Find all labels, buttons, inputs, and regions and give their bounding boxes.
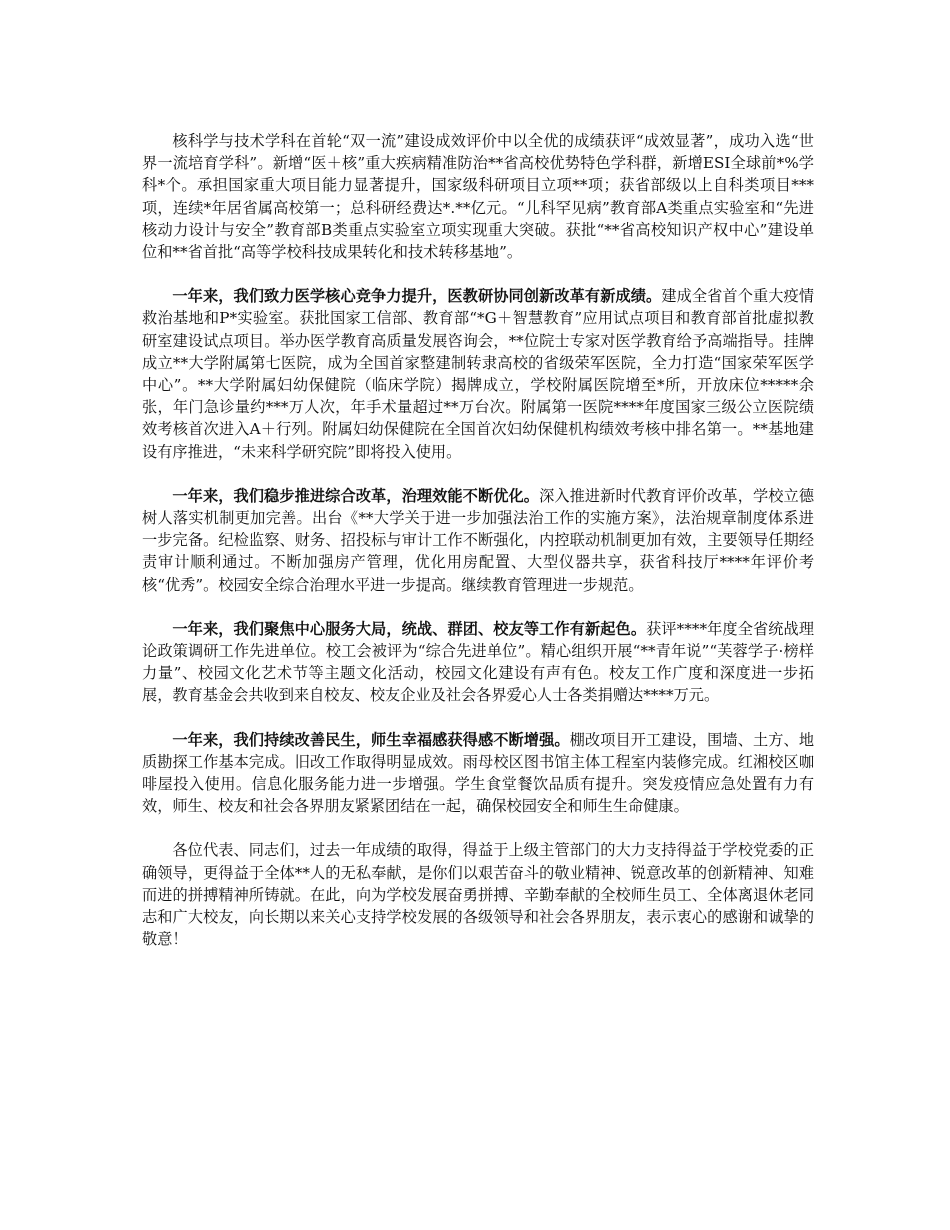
- paragraph-discipline-research: [142, 130, 814, 263]
- paragraph-body: 深入推进新时代教育评价改革，学校立德树人落实机制更加完善。出台《**大学关于进一步加强法治工作的实施方案》，法治规章制度体系进一步完备。纪检监察、财务、招投标与审计工作不断强化，内控联动机制更加有效，主要领导任期经责审计顺利通过。不断加强房产管理，优化用房配置、大型仪器共享，获省科技厅****年评价考核“优秀”。校园安全综合治理水平进一步提高。继续教育管理进一步规范。: [142, 486, 815, 594]
- paragraph-body: 建成全省首个重大疫情救治基地和P*实验室。获批国家工信部、教育部“*G＋智慧教育”应用试点项目和教育部首批虚拟教研室建设试点项目。举办医学教育高质量发展咨询会，**位院士专家对医学教育给予高端指导。挂牌成立**大学附属第七医院，成为全国首家整建制转隶高校的省级荣军医院，全力打造“国家荣军医学中心”。**大学附属妇幼保健院（临床学院）揭牌成立，学校附属医院增至*所，开放床位*****余张，年门急诊量约***万人次，年手术量超过**万台次。附属第一医院****年度国家三级公立医院绩效考核首次进入A＋行列。附属妇幼保健院在全国首次妇幼保健机构绩效考核中排名第一。**基地建设有序推进，“未来科学研究院”即将投入使用。: [142, 287, 815, 461]
- paragraph-body: 获评****年度全省统战理论政策调研工作先进单位。校工会被评为“综合先进单位”。精心组织开展“**青年说”“芙蓉学子·榜样力量”、校园文化艺术节等主题文化活动，校园文化建设有声有色。校友工作广度和深度进一步拓展，教育基金会共收到来自校友、校友企业及社会各界爱心人士各类捐赠达****万元。: [142, 619, 815, 705]
- paragraph-livelihood: [142, 729, 814, 818]
- paragraph-lead: 一年来，我们致力医学核心竞争力提升，医教研协同创新改革有新成绩。: [172, 287, 662, 306]
- paragraph-lead: 一年来，我们持续改善民生，师生幸福感获得感不断增强。: [172, 730, 570, 749]
- paragraph-united-front: [142, 618, 814, 707]
- paragraph-body: 核科学与技术学科在首轮“双一流”建设成效评价中以全优的成绩获评“成效显著”，成功入选“世界一流培育学科”。新增“医＋核”重大疾病精准防治**省高校优势特色学科群，新增ESI全球前*%学科*个。承担国家重大项目能力显著提升，国家级科研项目立项**项；获省部级以上自科类项目***项，连续*年居省属高校第一；总科研经费达*.**亿元。“儿科罕见病”教育部A类重点实验室和“先进核动力设计与安全”教育部B类重点实验室立项实现重大突破。获批“**省高校知识产权中心”建设单位和**省首批“高等学校科技成果转化和技术转移基地”。: [142, 132, 814, 262]
- document-page: [142, 130, 814, 973]
- paragraph-medical: [142, 285, 814, 463]
- paragraph-lead: 一年来，我们稳步推进综合改革，治理效能不断优化。: [172, 486, 540, 505]
- paragraph-body: 棚改项目开工建设，围墙、土方、地质勘探工作基本完成。旧改工作取得明显成效。雨母校区图书馆主体工程室内装修完成。红湘校区咖啡屋投入使用。信息化服务能力进一步增强。学生食堂餐饮品质有提升。突发疫情应急处置有力有效，师生、校友和社会各界朋友紧紧团结在一起，确保校园安全和师生生命健康。: [142, 730, 815, 816]
- paragraph-reform: [142, 485, 814, 596]
- paragraph-lead: 一年来，我们聚焦中心服务大局，统战、群团、校友等工作有新起色。: [172, 619, 647, 638]
- paragraph-body: 各位代表、同志们，过去一年成绩的取得，得益于上级主管部门的大力支持得益于学校党委的正确领导，更得益于全体**人的无私奉献，是你们以艰苦奋斗的敬业精神、锐意改革的创新精神、知难而进的拼搏精神所铸就。在此，向为学校发展奋勇拼搏、辛勤奉献的全校师生员工、全体离退休老同志和广大校友，向长期以来关心支持学校发展的各级领导和社会各界朋友，表示衷心的感谢和诚挚的敬意！: [142, 841, 814, 949]
- paragraph-acknowledgement: [142, 839, 814, 950]
